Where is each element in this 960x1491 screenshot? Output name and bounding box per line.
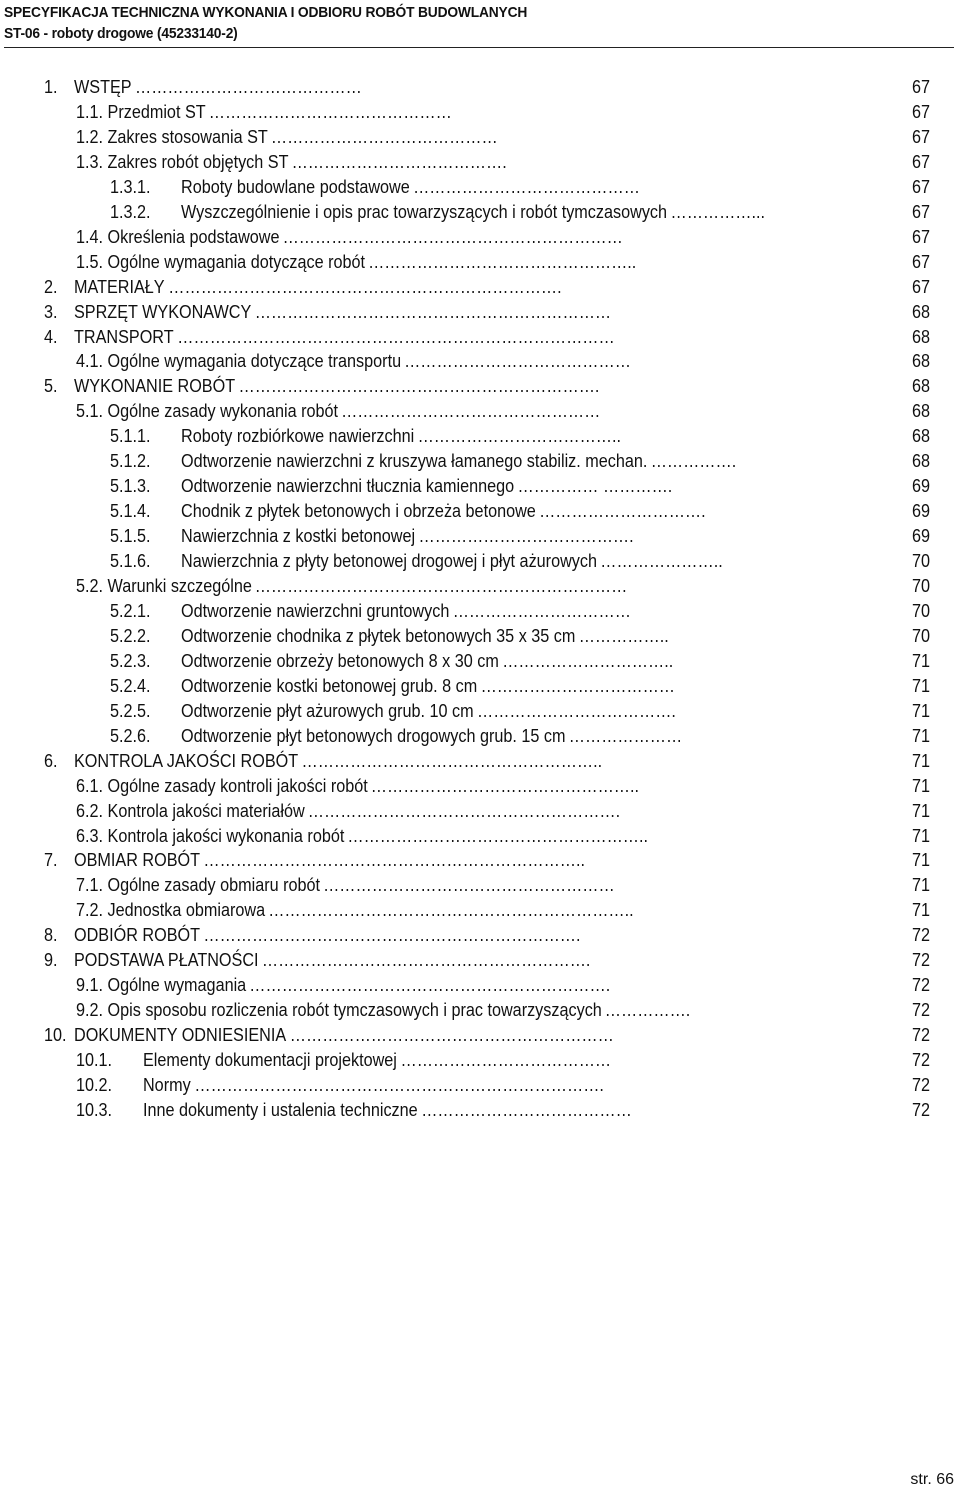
toc-entry-leader: …………………………. [539, 501, 706, 522]
toc-entry-number: 10.1. [75, 1050, 113, 1071]
toc-entry-title: Nawierzchnia z kostki betonowej [180, 526, 416, 547]
toc-entry[interactable] [0, 499, 931, 524]
toc-entry-leader: ……………………………………………….. [301, 750, 603, 771]
toc-entry-number: 10.2. [75, 1075, 113, 1095]
toc-entry-page: 67 [911, 101, 931, 122]
toc-entry-title: 6.2. Kontrola jakości materiałów [75, 800, 305, 821]
toc-entry[interactable] [0, 250, 931, 275]
toc-entry-number: 10. [43, 1025, 67, 1046]
toc-entry-leader: …………………………………………………… [289, 1025, 614, 1046]
toc-entry-page: 72 [911, 975, 931, 996]
toc-entry-leader: …………………………………. [291, 151, 507, 172]
toc-entry[interactable] [0, 399, 931, 424]
toc-entry-leader: …………………………………… [413, 176, 640, 197]
toc-entry-number: 5.1.2. [109, 451, 151, 472]
toc-entry-page: 72 [911, 950, 931, 971]
toc-entry[interactable] [0, 574, 931, 599]
toc-entry-leader: …………… …………. [517, 476, 673, 497]
toc-entry-title: OBMIAR ROBÓT [73, 850, 201, 871]
toc-entry-page: 71 [911, 750, 931, 771]
toc-entry[interactable] [0, 674, 931, 699]
toc-entry-leader: ……………... [670, 201, 766, 222]
toc-entry[interactable] [0, 848, 931, 873]
toc-entry[interactable] [0, 898, 931, 923]
toc-entry-title: 6.3. Kontrola jakości wykonania robót [75, 825, 345, 846]
toc-entry[interactable] [0, 699, 931, 724]
toc-entry-page: 72 [911, 1000, 931, 1021]
toc-entry[interactable] [0, 1048, 931, 1073]
toc-entry-number: 5.2.6. [109, 725, 151, 746]
toc-entry-leader: ……………………………………………………………. [203, 925, 581, 946]
toc-entry[interactable] [0, 599, 931, 624]
toc-entry-number: 5.2.5. [109, 700, 151, 721]
toc-entry-number: 10.3. [75, 1099, 113, 1120]
toc-entry-leader: …………………………… [452, 600, 631, 621]
toc-entry-title: MATERIAŁY [73, 276, 165, 297]
toc-entry[interactable] [0, 923, 931, 948]
toc-entry-leader: …………………………………… [404, 351, 631, 372]
toc-entry-leader: ……………………………………………………………………… [177, 326, 615, 347]
toc-entry-leader: ………………………………………….. [370, 775, 640, 796]
header-divider [4, 47, 954, 48]
toc-entry-title: TRANSPORT [73, 326, 174, 347]
toc-entry-title: 7.2. Jednostka obmiarowa [75, 900, 266, 921]
toc-entry-title: WSTĘP [73, 77, 132, 97]
toc-entry[interactable] [0, 1073, 931, 1098]
toc-entry[interactable] [0, 275, 931, 300]
toc-entry-title: Odtworzenie nawierzchni gruntowych [180, 600, 450, 621]
toc-entry-leader: ………………………………………… [341, 401, 601, 422]
toc-entry-leader: …………….. [578, 625, 669, 646]
toc-entry-title: 5.1. Ogólne zasady wykonania robót [75, 401, 339, 422]
toc-entry-page: 70 [911, 600, 931, 621]
toc-entry-page: 67 [911, 201, 931, 222]
toc-entry-leader: …………………………………………………. [307, 800, 621, 821]
toc-entry-title: 9.2. Opis sposobu rozliczenia robót tymczasowych i prac towarzyszących [75, 1000, 602, 1021]
toc-entry-number: 6. [43, 750, 58, 771]
toc-entry-leader: …………………………………… [135, 77, 362, 97]
toc-entry-leader: ………………………………………………………….. [268, 900, 634, 921]
toc-entry[interactable] [0, 374, 931, 399]
toc-entry-page: 71 [911, 775, 931, 796]
toc-entry[interactable] [0, 799, 931, 824]
toc-entry-title: Nawierzchnia z płyty betonowej drogowej i płyt ażurowych [180, 551, 597, 572]
toc-entry[interactable] [0, 624, 931, 649]
toc-entry-number: 1. [43, 77, 58, 97]
toc-entry-leader: …………………………………………………………. [249, 975, 611, 996]
toc-entry[interactable] [0, 424, 931, 449]
toc-entry-title: 1.3. Zakres robót objętych ST [75, 151, 289, 172]
toc-entry-title: PODSTAWA PŁATNOŚCI [73, 950, 259, 971]
toc-entry[interactable] [0, 200, 931, 225]
toc-entry-number: 4. [43, 326, 58, 347]
toc-entry[interactable] [0, 1098, 931, 1123]
toc-entry-number: 5.1.3. [109, 476, 151, 497]
toc-entry-number: 9. [43, 950, 58, 971]
toc-entry-title: Odtworzenie nawierzchni tłucznia kamiennego [180, 476, 515, 497]
toc-entry-title: Roboty rozbiórkowe nawierzchni [180, 426, 415, 447]
toc-entry-page: 72 [911, 1075, 931, 1095]
toc-entry[interactable] [0, 474, 931, 499]
toc-entry[interactable] [0, 749, 931, 774]
toc-entry[interactable] [0, 349, 931, 374]
toc-entry-leader: …………………………………………………………. [238, 376, 600, 397]
toc-entry-number: 5.1.4. [109, 501, 151, 522]
toc-entry-page: 71 [911, 875, 931, 896]
toc-entry-title: SPRZĘT WYKONAWCY [73, 301, 252, 322]
toc-entry-number: 2. [43, 276, 58, 297]
toc-entry-page: 71 [911, 650, 931, 671]
toc-entry-page: 72 [911, 1050, 931, 1071]
toc-entry-page: 69 [911, 476, 931, 497]
toc-entry-leader: ………………………………… [400, 1050, 612, 1071]
toc-entry-page: 67 [911, 151, 931, 172]
toc-entry-page: 67 [911, 251, 931, 272]
toc-entry-number: 5.2.1. [109, 600, 151, 621]
toc-entry-title: 1.5. Ogólne wymagania dotyczące robót [75, 251, 366, 272]
toc-entry-number: 5.2.3. [109, 650, 151, 671]
toc-entry-number: 5.1.1. [109, 426, 151, 447]
toc-entry-title: Wyszczególnienie i opis prac towarzyszących i robót tymczasowych [180, 201, 668, 222]
toc-entry-title: 5.2. Warunki szczególne [75, 576, 252, 596]
toc-entry[interactable] [0, 973, 931, 998]
toc-entry-leader: ……………. [650, 451, 737, 472]
toc-entry-page: 67 [911, 77, 931, 97]
toc-entry-number: 7. [43, 850, 58, 871]
toc-entry[interactable] [0, 225, 931, 250]
toc-entry[interactable] [0, 873, 931, 898]
toc-entry-leader: ……………. [604, 1000, 691, 1021]
toc-entry-title: Chodnik z płytek betonowych i obrzeża betonowe [180, 501, 536, 522]
toc-entry[interactable] [0, 150, 931, 175]
page-number: str. 66 [910, 1471, 954, 1488]
toc-entry[interactable] [0, 649, 931, 674]
toc-entry-page: 67 [911, 276, 931, 297]
toc-entry[interactable] [0, 125, 931, 150]
toc-entry-page: 71 [911, 900, 931, 921]
toc-entry[interactable] [0, 824, 931, 849]
toc-entry-leader: ……………………………………………………… [282, 226, 623, 247]
toc-entry-leader: ………………… [568, 725, 683, 746]
toc-entry-page: 67 [911, 176, 931, 197]
toc-entry-page: 68 [911, 351, 931, 372]
toc-entry-title: Inne dokumenty i ustalenia techniczne [142, 1099, 418, 1120]
toc-entry-page: 68 [911, 326, 931, 347]
toc-entry[interactable] [0, 325, 931, 350]
toc-entry-title: DOKUMENTY ODNIESIENIA [73, 1025, 287, 1046]
toc-entry-number: 1.3.1. [109, 176, 151, 197]
toc-entry-page: 69 [911, 526, 931, 547]
toc-entry[interactable] [0, 449, 931, 474]
toc-entry-page: 71 [911, 800, 931, 821]
toc-entry-leader: ………………….. [600, 551, 723, 572]
toc-entry-page: 68 [911, 376, 931, 397]
toc-entry-page: 69 [911, 501, 931, 522]
toc-entry-page: 68 [911, 301, 931, 322]
header-title: SPECYFIKACJA TECHNICZNA WYKONANIA I ODBIORU ROBÓT BUDOWLANYCH [4, 4, 528, 21]
toc-entry-page: 68 [911, 451, 931, 472]
toc-entry[interactable] [0, 774, 931, 799]
toc-entry-leader: ………………………….. [502, 650, 674, 671]
toc-entry-leader: ……………………………………………… [323, 875, 615, 896]
toc-entry-leader: ……………………………………………………. [261, 950, 591, 971]
toc-entry-page: 70 [911, 576, 931, 596]
toc-entry[interactable] [0, 998, 931, 1023]
toc-entry[interactable] [0, 100, 931, 125]
toc-entry-leader: …………………………………………………………………. [194, 1075, 604, 1095]
toc-entry-title: Normy [142, 1075, 191, 1095]
toc-entry-number: 8. [43, 925, 58, 946]
toc-entry-title: ODBIÓR ROBÓT [73, 925, 201, 946]
toc-entry-page: 71 [911, 725, 931, 746]
toc-entry-title: Odtworzenie nawierzchni z kruszywa łamanego stabiliz. mechan. [180, 451, 648, 472]
toc-entry-page: 71 [911, 825, 931, 846]
toc-entry-number: 1.3.2. [109, 201, 151, 222]
toc-entry-title: WYKONANIE ROBÓT [73, 376, 236, 397]
toc-entry[interactable] [0, 300, 931, 325]
toc-entry-page: 72 [911, 925, 931, 946]
toc-entry-leader: ……………………………………………….. [347, 825, 649, 846]
toc-entry-title: 6.1. Ogólne zasady kontroli jakości robót [75, 775, 368, 796]
toc-entry-title: 4.1. Ogólne wymagania dotyczące transportu [75, 351, 402, 372]
toc-entry[interactable] [0, 724, 931, 749]
toc-entry-title: Odtworzenie obrzeży betonowych 8 x 30 cm [180, 650, 499, 671]
toc-entry-leader: ………………………………. [477, 700, 676, 721]
toc-entry-leader: ………………………………………….. [368, 251, 637, 272]
toc-entry-title: 1.2. Zakres stosowania ST [75, 126, 268, 147]
toc-entry-title: Roboty budowlane podstawowe [180, 176, 410, 197]
header-subtitle: ST-06 - roboty drogowe (45233140-2) [4, 25, 238, 42]
toc-entry-number: 5.2.2. [109, 625, 151, 646]
toc-entry[interactable] [0, 948, 931, 973]
toc-entry-title: Odtworzenie chodnika z płytek betonowych 35 x 35 cm [180, 625, 576, 646]
toc-entry[interactable] [0, 549, 931, 574]
toc-entry-page: 68 [911, 426, 931, 447]
toc-entry-leader: ………………………………………………………… [254, 301, 612, 322]
toc-entry-page: 67 [911, 226, 931, 247]
toc-entry-page: 68 [911, 401, 931, 422]
toc-entry-title: 7.1. Ogólne zasady obmiaru robót [75, 875, 321, 896]
toc-entry-page: 71 [911, 700, 931, 721]
toc-entry-title: Odtworzenie płyt ażurowych grub. 10 cm [180, 700, 474, 721]
toc-entry-leader: …………………………………… [270, 126, 498, 147]
toc-entry-leader: ………………………………… [421, 1099, 632, 1120]
toc-entry-page: 67 [911, 126, 931, 147]
toc-entry-page: 72 [911, 1099, 931, 1120]
toc-entry-title: 1.4. Określenia podstawowe [75, 226, 280, 247]
toc-entry-number: 5. [43, 376, 58, 397]
toc-entry-page: 70 [911, 625, 931, 646]
toc-entry-leader: ……………………………….. [417, 426, 622, 447]
toc-entry[interactable] [0, 1023, 931, 1048]
toc-entry-title: Odtworzenie płyt betonowych drogowych grub. 15 cm [180, 725, 566, 746]
toc-entry-title: Elementy dokumentacji projektowej [142, 1050, 397, 1071]
toc-entry[interactable] [0, 524, 931, 549]
toc-entry-page: 71 [911, 850, 931, 871]
toc-entry-leader: …………………………………. [418, 526, 634, 547]
toc-entry[interactable] [0, 175, 931, 200]
toc-entry-leader: ………………………………………………………………. [168, 276, 562, 297]
toc-entry-page: 70 [911, 551, 931, 572]
toc-entry-title: 1.1. Przedmiot ST [75, 101, 206, 122]
toc-entry-number: 5.2.4. [109, 675, 151, 696]
toc-entry-leader: …………………………………………………………….. [203, 850, 586, 871]
toc-entry-title: KONTROLA JAKOŚCI ROBÓT [73, 750, 299, 771]
toc-entry-number: 3. [43, 301, 58, 322]
toc-entry-page: 72 [911, 1025, 931, 1046]
toc-entry[interactable] [0, 75, 931, 100]
toc-entry-leader: …………………………………………………………… [254, 576, 628, 596]
toc-entry-number: 5.1.6. [109, 551, 151, 572]
toc-entry-title: 9.1. Ogólne wymagania [75, 975, 247, 996]
toc-entry-leader: ……………………………………… [208, 101, 452, 122]
toc-entry-title: Odtworzenie kostki betonowej grub. 8 cm [180, 675, 478, 696]
toc-entry-number: 5.1.5. [109, 526, 151, 547]
toc-entry-page: 71 [911, 675, 931, 696]
toc-entry-leader: ……………………………… [480, 675, 675, 696]
